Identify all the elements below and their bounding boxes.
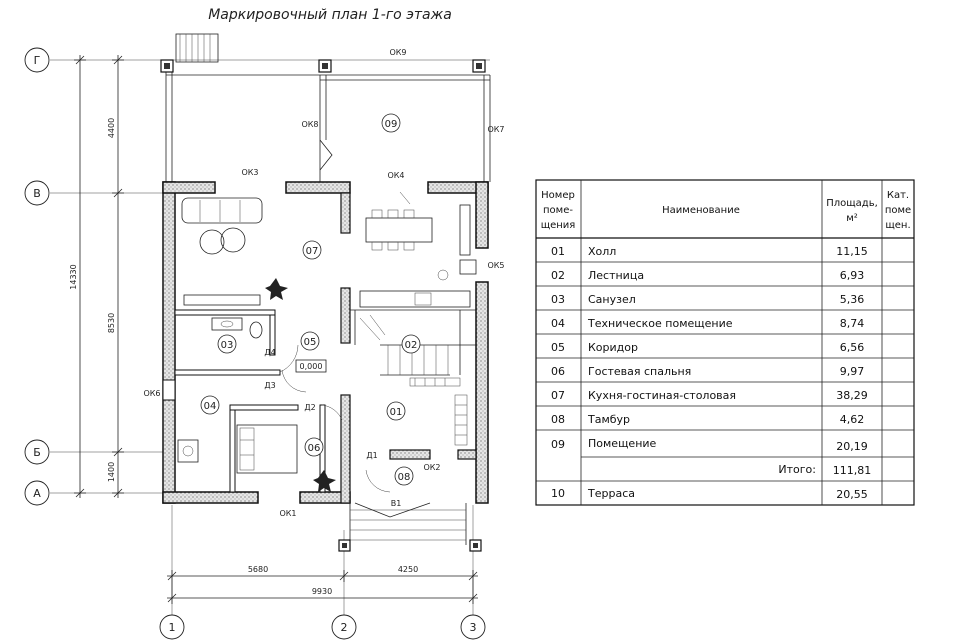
svg-text:11,15: 11,15: [836, 245, 868, 258]
vertical-dimensions: [69, 55, 124, 498]
svg-text:А: А: [33, 487, 41, 500]
room-mark-04: [201, 396, 219, 414]
svg-text:4,62: 4,62: [839, 413, 865, 426]
axis-row-g: [25, 48, 49, 72]
header-num-1: Номер: [541, 190, 575, 201]
svg-text:6,93: 6,93: [839, 269, 865, 282]
svg-text:Техническое помещение: Техническое помещение: [588, 317, 733, 330]
door-d3: Д3: [264, 381, 276, 390]
horizontal-dimensions: [167, 565, 478, 604]
room-mark-01: [387, 402, 405, 420]
dim-8530: 8530: [107, 312, 116, 334]
opening-ok7: ОК7: [487, 125, 505, 134]
svg-text:Кухня-гостиная-столовая: Кухня-гостиная-столовая: [588, 389, 737, 402]
dim-14330: 14330: [69, 264, 78, 290]
svg-text:09: 09: [551, 438, 565, 451]
entrance-porch: [339, 503, 481, 551]
svg-text:05: 05: [551, 341, 565, 354]
svg-text:8,74: 8,74: [839, 317, 865, 330]
opening-ok4: ОК4: [387, 171, 405, 180]
svg-text:111,81: 111,81: [832, 464, 872, 477]
svg-text:38,29: 38,29: [836, 389, 868, 402]
page-title: Маркировочный план 1-го этажа: [208, 7, 452, 23]
svg-text:03: 03: [220, 340, 234, 351]
svg-text:02: 02: [551, 269, 565, 282]
living-furniture: [182, 198, 288, 305]
dim-1400: 1400: [107, 461, 116, 483]
svg-text:В: В: [33, 187, 41, 200]
door-v1: В1: [390, 499, 402, 508]
room-mark-05: [301, 332, 319, 350]
staircase: [360, 315, 467, 445]
dim-4400: 4400: [107, 117, 116, 139]
level-mark: 0,000: [299, 362, 323, 371]
axis-col-1: [160, 615, 184, 639]
opening-ok5: ОК5: [487, 261, 505, 270]
svg-text:04: 04: [203, 401, 217, 412]
header-cat-2: поме: [884, 205, 912, 216]
svg-text:Терраса: Терраса: [588, 487, 635, 500]
room-mark-02: [402, 335, 420, 353]
dim-5680: 5680: [247, 565, 269, 574]
svg-text:Гостевая спальня: Гостевая спальня: [588, 365, 692, 378]
svg-text:02: 02: [404, 340, 418, 351]
svg-text:07: 07: [551, 389, 565, 402]
room-schedule-table: [536, 180, 914, 505]
axis-row-a: [25, 481, 49, 505]
room-mark-06: [305, 438, 323, 456]
room-mark-09: [382, 114, 400, 132]
header-cat-1: Кат.: [886, 190, 910, 201]
header-num-3: щения: [540, 220, 576, 231]
svg-text:Тамбур: Тамбур: [588, 413, 631, 426]
svg-text:01: 01: [551, 245, 565, 258]
svg-text:Итого:: Итого:: [778, 463, 816, 476]
svg-text:07: 07: [305, 246, 319, 257]
svg-text:Б: Б: [33, 446, 41, 459]
door-d1: Д1: [366, 451, 378, 460]
kitchen-furniture: [360, 205, 476, 307]
svg-text:Лестница: Лестница: [588, 269, 645, 282]
svg-text:08: 08: [397, 472, 411, 483]
svg-text:3: 3: [469, 621, 477, 634]
svg-text:20,19: 20,19: [836, 440, 868, 453]
opening-ok1: ОК1: [279, 509, 297, 518]
axis-col-3: [461, 615, 485, 639]
header-area-2: м²: [846, 213, 858, 224]
header-name: Наименование: [662, 205, 740, 216]
axis-col-2: [332, 615, 356, 639]
terrace-area: [161, 34, 490, 182]
svg-text:6,56: 6,56: [839, 341, 865, 354]
room-mark-03: [218, 335, 236, 353]
header-cat-3: щен.: [885, 220, 911, 231]
opening-ok9: ОК9: [389, 48, 407, 57]
room-mark-08: [395, 467, 413, 485]
door-d2: Д2: [304, 403, 316, 412]
opening-ok3: ОК3: [241, 168, 259, 177]
room-mark-07: [303, 241, 321, 259]
svg-text:5,36: 5,36: [839, 293, 865, 306]
svg-text:08: 08: [551, 413, 565, 426]
axis-row-v: [25, 181, 49, 205]
opening-ok6: ОК6: [143, 389, 161, 398]
dim-4250: 4250: [397, 565, 419, 574]
dim-9930: 9930: [311, 587, 333, 596]
svg-text:09: 09: [384, 119, 398, 130]
door-d4: Д4: [264, 348, 276, 357]
svg-text:2: 2: [340, 621, 348, 634]
opening-ok2: ОК2: [423, 463, 441, 472]
svg-text:Помещение: Помещение: [588, 437, 657, 450]
opening-ok8: ОК8: [301, 120, 319, 129]
header-num-2: поме-: [543, 205, 573, 216]
svg-text:01: 01: [389, 407, 403, 418]
svg-text:9,97: 9,97: [839, 365, 865, 378]
svg-text:20,55: 20,55: [836, 488, 868, 501]
svg-text:Санузел: Санузел: [588, 293, 636, 306]
svg-text:10: 10: [551, 487, 565, 500]
svg-text:Коридор: Коридор: [588, 341, 638, 354]
axis-row-b: [25, 440, 49, 464]
svg-text:04: 04: [551, 317, 565, 330]
svg-text:1: 1: [168, 621, 176, 634]
header-area-1: Площадь,: [826, 198, 878, 209]
svg-text:05: 05: [303, 337, 317, 348]
svg-text:03: 03: [551, 293, 565, 306]
svg-text:Г: Г: [33, 54, 41, 67]
svg-text:Холл: Холл: [588, 245, 617, 258]
svg-text:06: 06: [551, 365, 565, 378]
svg-text:06: 06: [307, 443, 321, 454]
